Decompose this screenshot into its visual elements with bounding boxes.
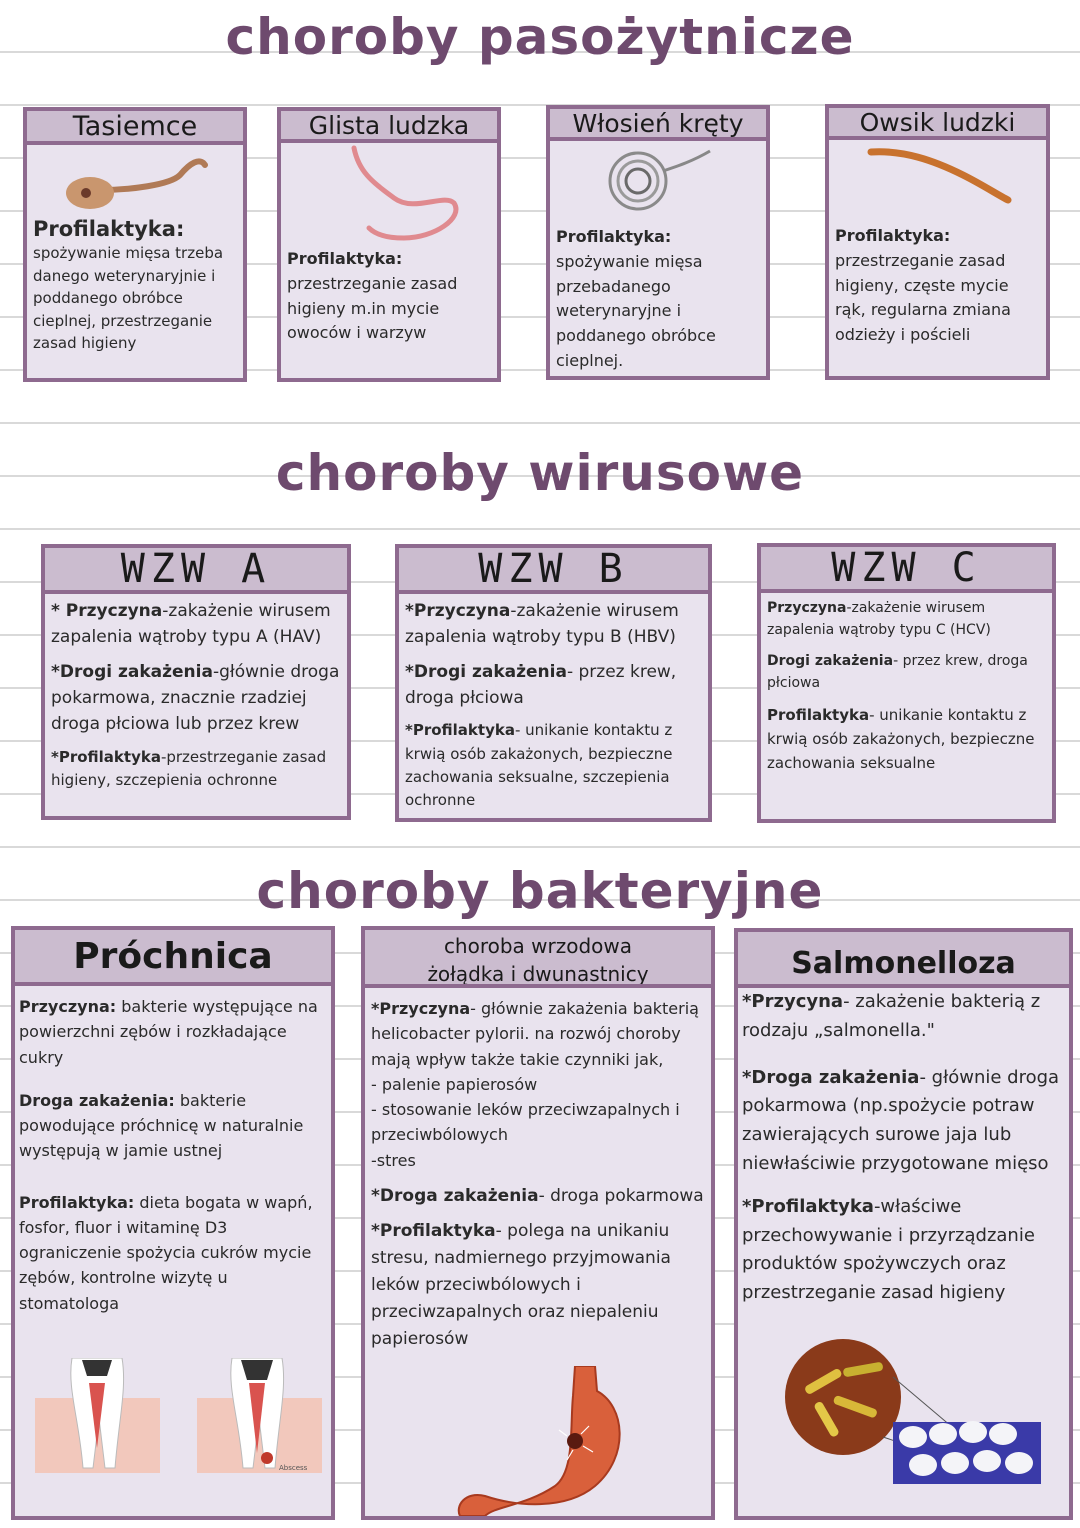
factor-item: - palenie papierosów [371,1074,538,1094]
trichinella-image [598,141,718,221]
card-roundworm [277,107,501,382]
prevention-block [51,746,341,793]
factor-item: - stosowanie leków przeciwzapalnych i przeciwbólowych [371,1100,680,1145]
prevention-label: *Profilaktyka [405,721,515,740]
prevention-label: Profilaktyka: [556,227,672,246]
cause-block [51,598,341,651]
routes-block [19,1088,327,1164]
section-title-parasitic: choroby pasożytnicze [225,8,855,66]
prevention-text: - unikanie kontaktu z krwią osób zakażonych, bezpieczne zachowania seksualne, szczepienia ochronne [405,721,673,810]
cause-label: Przyczyna: [19,997,117,1016]
routes-label: *Drogi zakażenia [51,661,213,682]
prevention-block [405,719,702,812]
card-title-line1: choroba wrzodowa [443,934,633,958]
cause-text: - głównie zakażenia bakterią helicobacter pylorii. na rozwój choroby mają wpływ także takie czynniki jak, [371,999,699,1069]
prevention-block [767,703,1046,775]
section-title-viral: choroby wirusowe [275,444,805,502]
tapeworm-image [60,145,210,215]
cause-label: *Przycyna [742,991,844,1012]
prevention-text: przestrzeganie zasad higieny, częste mycie rąk, regularna zmiana odzieży i pościeli [835,250,1011,345]
section-title-bacterial: choroby bakteryjne [256,862,824,920]
card-title: WZW B [399,548,708,594]
salmonella-eggs-image [783,1337,1043,1487]
cause-text: -zakażenie wirusem zapalenia wątroby typu A (HAV) [51,601,331,648]
card-wzw-b [395,544,712,822]
card-tapeworm [23,107,247,382]
card-title: Salmonelloza [738,932,1069,988]
card-title: Włosień kręty [550,109,766,141]
prevention-label: Profilaktyka [767,705,870,724]
factor-item: -stres [371,1150,416,1170]
routes-block [767,650,1046,695]
prevention-label: Profilaktyka: [835,226,951,245]
routes-block [742,1064,1065,1179]
prevention-label: Profilaktyka: [33,217,185,241]
cause-block [742,988,1065,1046]
card-title: Tasiemce [27,111,243,145]
routes-label: *Droga zakażenia [371,1185,539,1206]
roundworm-image [314,143,464,243]
card-salmonellosis [734,928,1073,1520]
stomach-image [455,1366,635,1516]
cause-text: bakterie występujące na powierzchni zębów i rozkładające cukry [19,997,318,1067]
cause-block [767,597,1046,642]
prevention-label: *Profilaktyka [742,1195,874,1217]
prevention-text: -właściwe przechowywanie i przyrządzanie produktów spożywczych oraz przestrzeganie zasad higieny [742,1195,1035,1304]
card-trichinella [546,105,770,380]
prevention-block [742,1193,1065,1308]
card-pinworm [825,104,1050,380]
card-caries [11,926,335,1520]
routes-text: - przez krew, droga płciowa [405,661,677,709]
card-title-line2: żołądka i dwunastnicy [427,962,649,986]
prevention-label: *Profilaktyka [371,1220,496,1241]
prevention-text: spożywanie mięsa trzeba danego weterynaryjnie i poddanego obróbce cieplnej, przestrzeganie zasad higieny [33,244,224,353]
card-title: Owsik ludzki [829,108,1046,140]
cause-label: *Przyczyna [371,999,471,1018]
prevention-label: Profilaktyka: [287,249,403,268]
prevention-text: -przestrzeganie zasad higieny, szczepienia ochronne [51,747,327,789]
cause-label: *Przyczyna [405,601,511,621]
prevention-block [371,1218,705,1354]
routes-label: *Drogi zakażenia [405,661,567,682]
routes-text: - głównie droga pokarmowa (np.spożycie potraw zawierających surowe jaja lub niewłaściwie przygotowane mięso [742,1066,1060,1174]
card-title: WZW A [45,548,347,594]
prevention-text: - polega na unikaniu stresu, nadmiernego przyjmowania leków przeciwbólowych i przeciwzapalnych oraz niepaleniu papierosów [371,1220,671,1350]
card-wzw-a [41,544,351,820]
pinworm-image [863,140,1013,210]
prevention-text: spożywanie mięsa przebadanego weterynaryjne i poddanego obróbce cieplnej. [556,251,716,370]
cause-block [19,994,327,1070]
cause-block [371,996,705,1072]
cause-text: -zakażenie wirusem zapalenia wątroby typu C (HCV) [767,600,991,639]
card-peptic-ulcer [361,926,715,1520]
cause-label: * Przyczyna [51,601,163,621]
routes-block [371,1183,705,1210]
cause-text: - zakażenie bakterią z rodzaju „salmonella." [742,991,1041,1041]
routes-text: bakterie powodujące próchnicę w naturalnie występują w jamie ustnej [19,1090,304,1161]
routes-text: - droga pokarmowa [538,1185,704,1206]
card-title: Próchnica [15,930,331,986]
card-title: WZW C [761,547,1052,593]
routes-block [51,659,341,738]
routes-text: - przez krew, droga płciowa [767,652,1028,692]
prevention-label: Profilaktyka: [19,1192,135,1212]
routes-label: *Droga zakażenia [742,1066,920,1088]
tooth-cross-section-image [27,1358,327,1478]
prevention-text: dieta bogata w wapń, fosfor, fluor i witaminę D3 ograniczenie spożycia cukrów mycie zębów, kontrolne wizytę u stomatologa [19,1192,313,1313]
routes-block [405,659,702,712]
routes-label: Drogi zakażenia [767,652,894,669]
cause-label: Przyczyna [767,600,847,616]
routes-label: Droga zakażenia: [19,1090,175,1110]
card-wzw-c [757,543,1056,823]
card-title [365,930,711,988]
prevention-label: *Profilaktyka [51,747,161,766]
cause-text: -zakażenie wirusem zapalenia wątroby typu B (HBV) [405,601,679,648]
prevention-block [19,1190,327,1316]
prevention-text: przestrzeganie zasad higieny m.in mycie owoców i warzyw [287,273,458,343]
routes-text: -głównie droga pokarmowa, znacznie rzadziej droga płciowa lub przez krew [51,661,340,735]
abscess-caption: Abscess [279,1464,308,1472]
card-title: Glista ludzka [281,111,497,143]
cause-block [405,598,702,651]
prevention-text: - unikanie kontaktu z krwią osób zakażonych, bezpieczne zachowania seksualne [767,705,1035,772]
